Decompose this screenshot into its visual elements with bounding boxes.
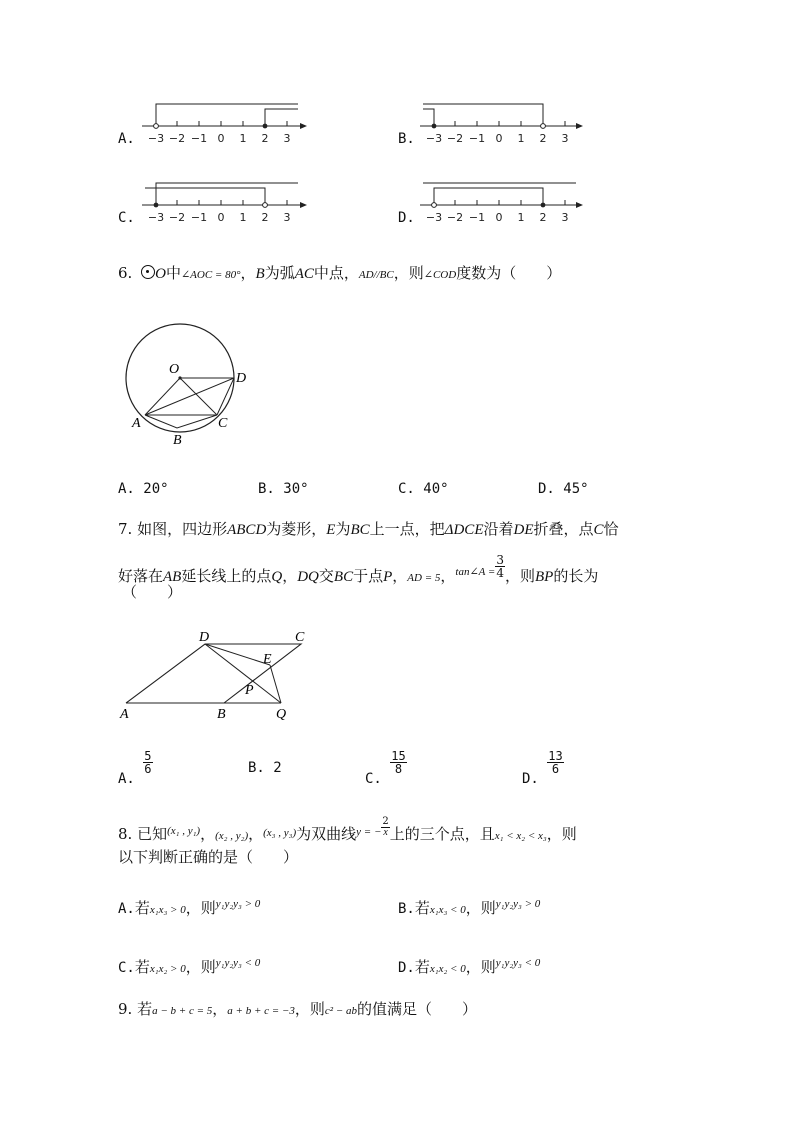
tick-label: −2: [168, 132, 186, 145]
segment-oc: [180, 378, 217, 415]
q8-stem-line1: 8. 已知$^{(x_1 , y_1)}$，(x₂ , y₂)，$^{(x_3 , y_3)}$为双曲线$^{y = -}$ $\frac{2}{x}$ 上的三个点，且x₁ < x₂ < x₃，则: [118, 816, 577, 843]
label-c: C: [295, 630, 305, 645]
tick-label: −2: [168, 211, 186, 224]
tick-label: 1: [517, 211, 525, 224]
tick-label: −2: [446, 132, 464, 145]
q6-option-c[interactable]: C. 40°: [398, 481, 449, 497]
q6-option-d[interactable]: D. 45°: [538, 481, 589, 497]
q7-option-c[interactable]: C. $\frac{15}{8}$: [365, 749, 406, 787]
answer-blank: （ ）: [122, 583, 183, 601]
tick-label: 2: [539, 132, 547, 145]
question-number: 8.: [118, 825, 133, 843]
tick-label: 3: [561, 132, 569, 145]
q9-stem: 9. 若a − b + c = 5，a + b + c = −3，则c² − ab的值满足（ ）: [118, 1000, 477, 1018]
label-o: O: [169, 362, 180, 377]
label-b: B: [173, 433, 182, 448]
q8-option-b[interactable]: B.若x₁x₃ < 0，则$^{y_1y_2y_3 > 0}$: [398, 898, 541, 917]
q7-stem-line2: 好落在AB延长线上的点Q，DQ交BC于点P，AD = 5，$^{tan\angle A =}$ $\frac{3}{4}$ ，则BP的长为: [118, 553, 599, 585]
option-letter: C.: [118, 210, 135, 226]
q7-rhombus-figure: [116, 626, 316, 726]
tick-label: 0: [495, 132, 503, 145]
segment-ad: [145, 378, 234, 415]
tick-label: −2: [446, 211, 464, 224]
q7-option-d[interactable]: D. $\frac{13}{6}$: [522, 749, 563, 787]
circle-symbol-icon: [141, 265, 155, 279]
tick-label: −1: [468, 132, 486, 145]
label-c: C: [218, 416, 228, 431]
tick-label: −1: [468, 211, 486, 224]
rhombus-abcd: [126, 644, 301, 703]
q7-stem-line1: 7. 如图，四边形ABCD为菱形，E为BC上一点，把ΔDCE沿着DE折叠，点C恰: [118, 520, 619, 538]
q6-option-a[interactable]: A. 20°: [118, 481, 169, 497]
question-number: 9.: [118, 1000, 133, 1018]
tick-label: 3: [283, 132, 291, 145]
question-number: 6.: [118, 264, 133, 282]
label-e: E: [263, 652, 272, 667]
label-b: B: [217, 707, 226, 722]
segment-eq: [270, 665, 281, 703]
tick-label: −3: [147, 132, 165, 145]
tick-label: 2: [261, 211, 269, 224]
q6-stem: 6. O中∠AOC = 80°，B为弧AC中点，AD//BC，则∠COD度数为（ ）: [118, 264, 562, 282]
tick-label: 1: [239, 211, 247, 224]
label-q: Q: [276, 707, 287, 722]
tick-label: 2: [261, 132, 269, 145]
tick-label: 1: [239, 132, 247, 145]
tick-label: 0: [217, 132, 225, 145]
q8-option-c[interactable]: C.若x₁x₂ > 0，则$^{y_1y_2y_3 < 0}$: [118, 957, 261, 976]
tick-label: 0: [495, 211, 503, 224]
option-letter: D.: [398, 210, 415, 226]
tick-label: 2: [539, 211, 547, 224]
label-a: A: [120, 707, 129, 722]
number-line-c: [140, 179, 310, 227]
option-letter: A.: [118, 131, 135, 147]
label-d: D: [199, 630, 210, 645]
q7-option-b[interactable]: B. 2: [248, 760, 282, 776]
tick-label: 0: [217, 211, 225, 224]
q6-circle-figure: [118, 318, 268, 448]
tick-label: −3: [147, 211, 165, 224]
q8-option-a[interactable]: A.若x₁x₃ > 0，则$^{y_1y_2y_3 > 0}$: [118, 898, 261, 917]
tick-label: −1: [190, 132, 208, 145]
segment-oa: [145, 378, 180, 415]
tick-label: −3: [425, 132, 443, 145]
label-d: D: [236, 371, 247, 386]
tick-label: −1: [190, 211, 208, 224]
q8-stem-line2: 以下判断正确的是（ ）: [118, 848, 299, 866]
number-line-d: [418, 179, 588, 227]
tick-label: −3: [425, 211, 443, 224]
q6-option-b[interactable]: B. 30°: [258, 481, 309, 497]
tick-label: 3: [561, 211, 569, 224]
option-letter: B.: [398, 131, 415, 147]
number-line-b: [418, 100, 588, 148]
number-line-a: [140, 100, 310, 148]
label-p: P: [245, 683, 254, 698]
label-a: A: [132, 416, 141, 431]
tick-label: 1: [517, 132, 525, 145]
segment-de: [205, 644, 270, 665]
q7-option-a[interactable]: A. $\frac{5}{6}$: [118, 749, 152, 787]
question-number: 7.: [118, 520, 133, 538]
q8-option-d[interactable]: D.若x₁x₂ < 0，则$^{y_1y_2y_3 < 0}$: [398, 957, 541, 976]
tick-label: 3: [283, 211, 291, 224]
